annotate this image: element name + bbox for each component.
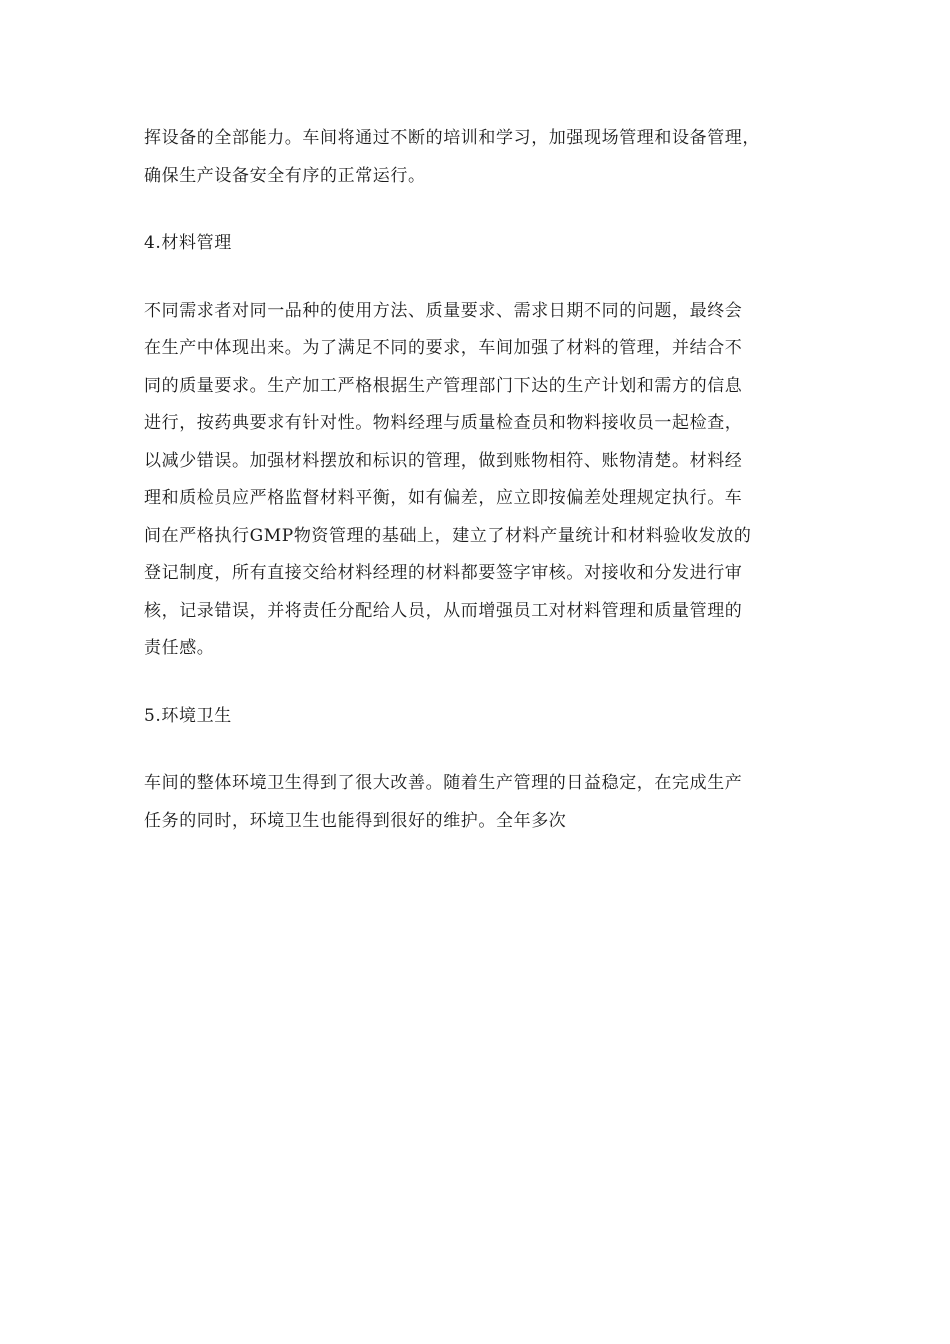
paragraph-spacer xyxy=(144,668,806,698)
text-line: 车间的整体环境卫生得到了很大改善。随着生产管理的日益稳定，在完成生产 xyxy=(144,773,743,793)
text-line: 同的质量要求。生产加工严格根据生产管理部门下达的生产计划和需方的信息 xyxy=(144,375,743,396)
paragraph-materials xyxy=(144,293,806,668)
paragraph-equipment xyxy=(144,120,806,195)
section-heading-materials: 4.材料管理 xyxy=(144,233,232,253)
text-line: 在生产中体现出来。为了满足不同的要求，车间加强了材料的管理，并结合不 xyxy=(144,338,743,358)
text-line: 不同需求者对同一品种的使用方法、质量要求、需求日期不同的问题，最终会 xyxy=(144,300,743,321)
paragraph-environment xyxy=(144,765,806,840)
text-line: 确保生产设备安全有序的正常运行。 xyxy=(144,165,426,186)
paragraph-spacer xyxy=(144,735,806,765)
paragraph-spacer xyxy=(144,195,806,225)
text-line: 间在严格执行GMP物资管理的基础上，建立了材料产量统计和材料验收发放的 xyxy=(144,525,752,546)
text-line: 以减少错误。加强材料摆放和标识的管理，做到账物相符、账物清楚。材料经 xyxy=(144,450,743,471)
section-heading-environment: 5.环境卫生 xyxy=(144,705,232,726)
text-line: 登记制度，所有直接交给材料经理的材料都要签字审核。对接收和分发进行审 xyxy=(144,563,743,583)
paragraph-spacer xyxy=(144,263,806,293)
text-line: 挥设备的全部能力。车间将通过不断的培训和学习，加强现场管理和设备管理， xyxy=(144,128,760,148)
text-line: 任务的同时，环境卫生也能得到很好的维护。全年多次 xyxy=(144,810,567,831)
text-line: 责任感。 xyxy=(144,638,215,658)
text-line: 进行，按药典要求有针对性。物料经理与质量检查员和物料接收员一起检查， xyxy=(144,413,743,433)
document-body xyxy=(144,120,806,840)
text-line: 核，记录错误，并将责任分配给人员，从而增强员工对材料管理和质量管理的 xyxy=(144,600,743,621)
text-line: 理和质检员应严格监督材料平衡，如有偏差，应立即按偏差处理规定执行。车 xyxy=(144,488,743,508)
